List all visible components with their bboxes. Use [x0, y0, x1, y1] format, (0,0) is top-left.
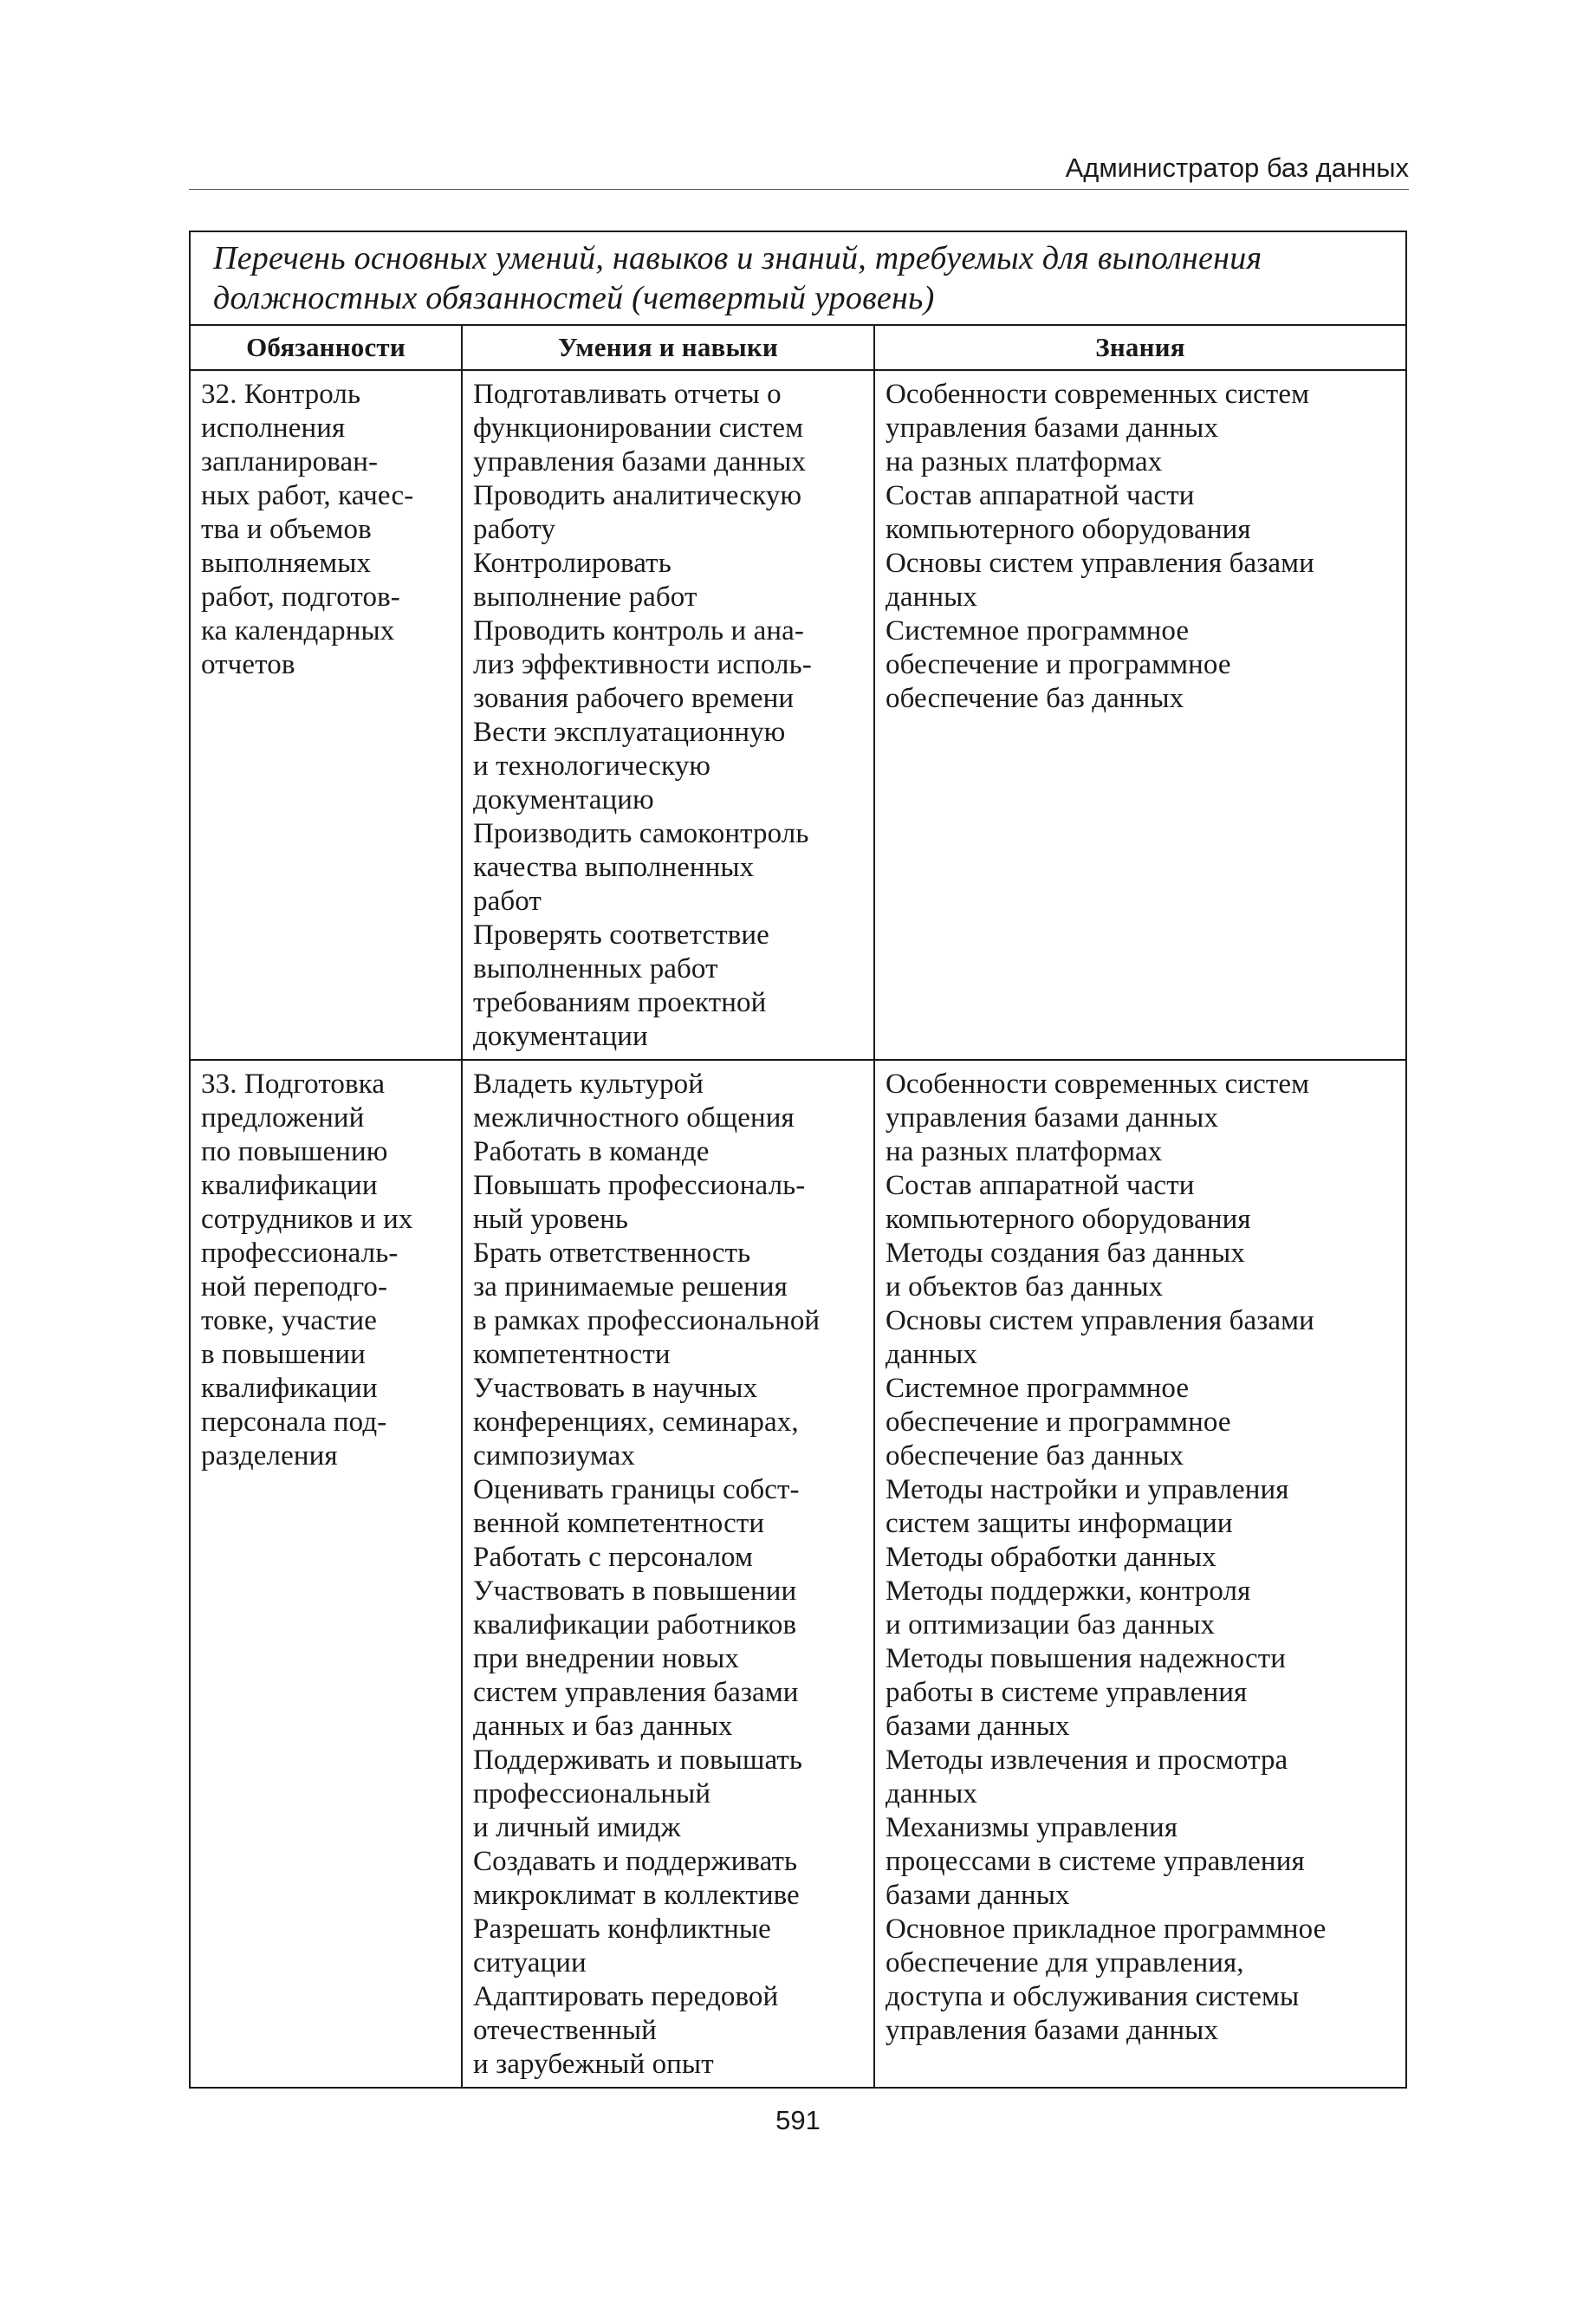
table-header-row — [191, 326, 1405, 371]
cell-line: Подготавливать отчеты о — [473, 379, 782, 410]
cell-line: Адаптировать передовой — [473, 1981, 779, 2012]
cell-line: Владеть культурой — [473, 1069, 704, 1100]
cell-line: Методы обработки данных — [886, 1542, 1216, 1573]
cell-line: данных — [886, 581, 978, 613]
cell-line: обеспечение и программное — [886, 1407, 1231, 1438]
cell-line: запланирован- — [201, 446, 379, 478]
cell-line: и личный имидж — [473, 1812, 681, 1843]
cell-line: Вести эксплуатационную — [473, 717, 786, 748]
cell-line: на разных платформах — [886, 446, 1163, 478]
cell-line: Состав аппаратной части — [886, 480, 1195, 511]
cell-line: работы в системе управления — [886, 1677, 1248, 1708]
cell-line: 33. Подготовка — [201, 1069, 386, 1100]
cell-line: венной компетентности — [473, 1508, 765, 1539]
cell-line: Работать с персоналом — [473, 1542, 753, 1573]
cell-line: ный уровень — [473, 1204, 629, 1235]
cell-line: тва и объемов — [201, 514, 372, 545]
cell-line: ситуации — [473, 1947, 587, 1978]
cell-line: Методы извлечения и просмотра — [886, 1744, 1288, 1776]
cell-line: систем управления базами — [473, 1677, 799, 1708]
cell-line: отчетов — [201, 649, 295, 680]
cell-line: Контролировать — [473, 548, 671, 579]
cell-line: за принимаемые решения — [473, 1271, 788, 1303]
skills-cell — [463, 1061, 875, 2087]
cell-line: Особенности современных систем — [886, 1069, 1310, 1100]
cell-line: и зарубежный опыт — [473, 2049, 714, 2080]
cell-line: Разрешать конфликтные — [473, 1913, 771, 1945]
table-row — [191, 371, 1405, 1061]
cell-line: Методы настройки и управления — [886, 1474, 1289, 1505]
cell-line: при внедрении новых — [473, 1643, 740, 1674]
cell-line: управления базами данных — [886, 2015, 1219, 2046]
cell-line: Участвовать в повышении — [473, 1576, 797, 1607]
competency-table — [189, 231, 1407, 2089]
cell-line: процессами в системе управления — [886, 1846, 1305, 1877]
cell-line: и технологическую — [473, 750, 711, 782]
cell-line: в рамках профессиональной — [473, 1305, 821, 1336]
cell-line: компьютерного оборудования — [886, 514, 1251, 545]
cell-line: профессиональный — [473, 1778, 711, 1809]
knowledge-cell — [875, 1061, 1405, 2087]
cell-line: Участвовать в научных — [473, 1373, 758, 1404]
cell-line: товке, участие — [201, 1305, 377, 1336]
cell-line: доступа и обслуживания системы — [886, 1981, 1300, 2012]
cell-line: данных и баз данных — [473, 1711, 733, 1742]
cell-line: Системное программное — [886, 615, 1190, 646]
cell-line: управления базами данных — [886, 1102, 1219, 1134]
cell-line: Состав аппаратной части — [886, 1170, 1195, 1201]
cell-line: квалификации — [201, 1170, 378, 1201]
cell-line: квалификации работников — [473, 1609, 797, 1641]
table-caption — [191, 232, 1405, 326]
header-knowledge: Знания — [1095, 332, 1185, 362]
cell-line: работу — [473, 514, 556, 545]
cell-line: Проводить контроль и ана- — [473, 615, 804, 646]
cell-line: данных — [886, 1778, 978, 1809]
cell-line: обеспечение баз данных — [886, 1440, 1184, 1472]
cell-line: отечественный — [473, 2015, 657, 2046]
header-skills: Умения и навыки — [463, 326, 875, 369]
table-row — [191, 1061, 1405, 2087]
cell-line: функционировании систем — [473, 413, 804, 444]
caption-line: Перечень основных умений, навыков и знаний, требуемых для выполнения — [213, 240, 1262, 276]
cell-line: ной переподго- — [201, 1271, 388, 1303]
cell-line: требованиям проектной — [473, 987, 767, 1018]
page-number: 591 — [775, 2105, 821, 2135]
cell-line: предложений — [201, 1102, 365, 1134]
cell-line: работ, подготов- — [201, 581, 400, 613]
cell-line: в повышении — [201, 1339, 366, 1370]
cell-line: Оценивать границы собст- — [473, 1474, 800, 1505]
cell-line: по повышению — [201, 1136, 388, 1167]
cell-line: документации — [473, 1021, 648, 1052]
cell-line: Работать в команде — [473, 1136, 710, 1167]
cell-line: Создавать и поддерживать — [473, 1846, 798, 1877]
cell-line: обеспечение баз данных — [886, 683, 1184, 714]
running-head: Администратор баз данных — [1065, 153, 1409, 183]
cell-line: исполнения — [201, 413, 346, 444]
skills-cell — [463, 371, 875, 1059]
cell-line: документацию — [473, 784, 654, 815]
cell-line: Основное прикладное программное — [886, 1913, 1327, 1945]
cell-line: квалификации — [201, 1373, 378, 1404]
cell-line: обеспечение для управления, — [886, 1947, 1244, 1978]
cell-line: работ — [473, 886, 542, 917]
cell-line: базами данных — [886, 1880, 1070, 1911]
cell-line: зования рабочего времени — [473, 683, 795, 714]
duty-cell — [191, 371, 463, 1059]
cell-line: выполняемых — [201, 548, 372, 579]
cell-line: Проводить аналитическую — [473, 480, 802, 511]
cell-line: микроклимат в коллективе — [473, 1880, 800, 1911]
cell-line: межличностного общения — [473, 1102, 795, 1134]
cell-line: Методы создания баз данных — [886, 1238, 1245, 1269]
cell-line: компетентности — [473, 1339, 671, 1370]
cell-line: конференциях, семинарах, — [473, 1407, 799, 1438]
cell-line: компьютерного оборудования — [886, 1204, 1251, 1235]
cell-line: персонала под- — [201, 1407, 387, 1438]
cell-line: ных работ, качес- — [201, 480, 414, 511]
header-duties: Обязанности — [191, 326, 463, 369]
cell-line: на разных платформах — [886, 1136, 1163, 1167]
cell-line: ка календарных — [201, 615, 395, 646]
cell-line: Проверять соответствие — [473, 919, 769, 951]
cell-line: управления базами данных — [886, 413, 1219, 444]
cell-line: выполнение работ — [473, 581, 697, 613]
cell-line: Механизмы управления — [886, 1812, 1178, 1843]
cell-line: Особенности современных систем — [886, 379, 1310, 410]
caption-line: должностных обязанностей (четвертый уровень) — [213, 280, 935, 316]
cell-line: Методы поддержки, контроля — [886, 1576, 1251, 1607]
cell-line: данных — [886, 1339, 978, 1370]
cell-line: и оптимизации баз данных — [886, 1609, 1216, 1641]
cell-line: управления базами данных — [473, 446, 807, 478]
cell-line: 32. Контроль — [201, 379, 361, 410]
cell-line: выполненных работ — [473, 953, 718, 984]
cell-line: Методы повышения надежности — [886, 1643, 1286, 1674]
cell-line: Повышать профессиональ- — [473, 1170, 806, 1201]
header-rule — [189, 189, 1409, 190]
cell-line: Производить самоконтроль — [473, 818, 809, 849]
cell-line: Брать ответственность — [473, 1238, 751, 1269]
cell-line: Поддерживать и повышать — [473, 1744, 803, 1776]
cell-line: Основы систем управления базами — [886, 1305, 1314, 1336]
cell-line: Основы систем управления базами — [886, 548, 1314, 579]
cell-line: Системное программное — [886, 1373, 1190, 1404]
cell-line: симпозиумах — [473, 1440, 636, 1472]
cell-line: обеспечение и программное — [886, 649, 1231, 680]
knowledge-cell — [875, 371, 1405, 1059]
duty-cell — [191, 1061, 463, 2087]
cell-line: качества выполненных — [473, 852, 755, 883]
cell-line: систем защиты информации — [886, 1508, 1233, 1539]
cell-line: разделения — [201, 1440, 338, 1472]
cell-line: профессиональ- — [201, 1238, 399, 1269]
cell-line: базами данных — [886, 1711, 1070, 1742]
cell-line: сотрудников и их — [201, 1204, 413, 1235]
cell-line: лиз эффективности исполь- — [473, 649, 812, 680]
cell-line: и объектов баз данных — [886, 1271, 1164, 1303]
